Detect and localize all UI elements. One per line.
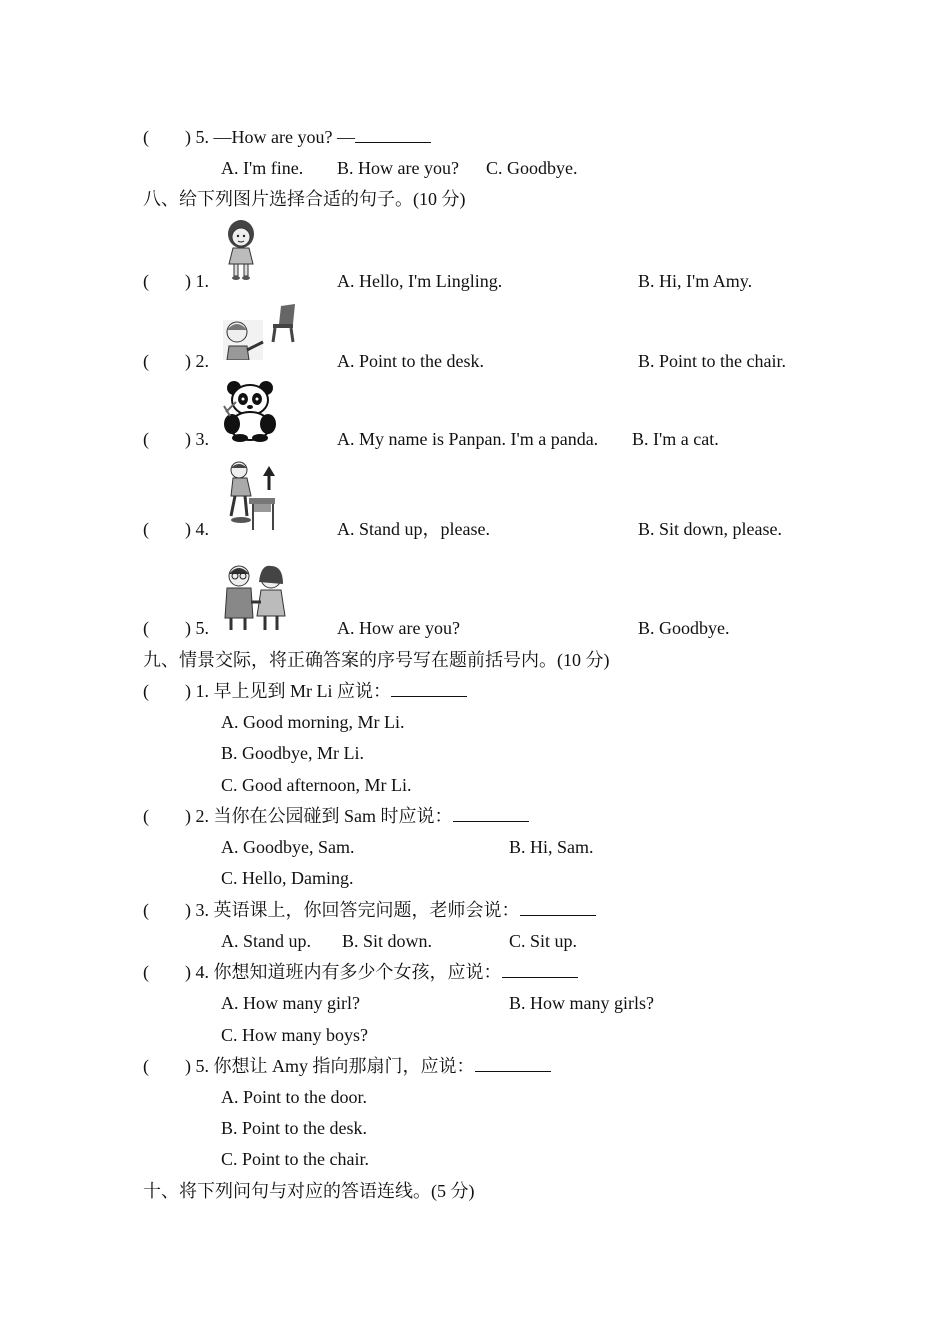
- question-number: ( ) 1.: [143, 681, 214, 701]
- question-stem: —How are you? —: [213, 127, 355, 147]
- option-a: A. Stand up，please.: [337, 519, 490, 539]
- question-stem: 当你在公园碰到 Sam 时应说：: [213, 806, 453, 826]
- item-number: ( ) 4.: [143, 519, 209, 539]
- question-number: ( ) 2.: [143, 806, 214, 826]
- item-number: ( ) 2.: [143, 351, 209, 371]
- answer-blank[interactable]: [520, 899, 596, 916]
- option-b: B. Point to the chair.: [638, 351, 786, 371]
- option-a: A. How are you?: [337, 618, 460, 638]
- panda-icon: [222, 380, 280, 442]
- option-a: A. My name is Panpan. I'm a panda.: [337, 429, 599, 449]
- question-number: ( ) 5.: [143, 1056, 214, 1076]
- option-a: A. How many girl?: [221, 993, 360, 1013]
- question-row: [143, 805, 529, 827]
- option-c: C. Point to the chair.: [221, 1149, 369, 1169]
- option-c: C. Hello, Daming.: [221, 868, 354, 888]
- question-row: [143, 961, 578, 983]
- option-c: C. Good afternoon, Mr Li.: [221, 775, 412, 795]
- girl-icon: [221, 218, 263, 282]
- question-stem: 你想让 Amy 指向那扇门，应说：: [213, 1056, 475, 1076]
- answer-blank[interactable]: [453, 805, 529, 822]
- boy-pointing-chair-icon: [223, 302, 299, 360]
- answer-blank[interactable]: [475, 1055, 551, 1072]
- option-b: B. Goodbye, Mr Li.: [221, 743, 364, 763]
- answer-blank[interactable]: [355, 126, 431, 143]
- section-9-title: 九、情景交际，将正确答案的序号写在题前括号内。(10 分): [143, 650, 610, 670]
- option-a: A. Point to the desk.: [337, 351, 484, 371]
- option-c: C. How many boys?: [221, 1025, 368, 1045]
- section-10-title: 十、将下列问句与对应的答语连线。(5 分): [143, 1181, 475, 1201]
- item-number: ( ) 3.: [143, 429, 209, 449]
- two-people-greeting-icon: [221, 562, 291, 632]
- option-b: B. Goodbye.: [638, 618, 730, 638]
- option-b: B. I'm a cat.: [632, 429, 719, 449]
- option-a: A. Hello, I'm Lingling.: [337, 271, 503, 291]
- option-a: A. Good morning, Mr Li.: [221, 712, 405, 732]
- option-b: B. Hi, Sam.: [509, 837, 594, 857]
- option-b: B. Sit down.: [342, 931, 433, 951]
- item-number: ( ) 5.: [143, 618, 209, 638]
- option-a: A. Goodbye, Sam.: [221, 837, 355, 857]
- option-b: B. Sit down, please.: [638, 519, 782, 539]
- question-row: [143, 126, 431, 148]
- question-row: [143, 1055, 551, 1077]
- question-row: [143, 680, 467, 702]
- girl-standing-up-icon: [223, 460, 283, 532]
- option-a: A. Point to the door.: [221, 1087, 368, 1107]
- question-number: ( ) 3.: [143, 900, 214, 920]
- answer-blank[interactable]: [391, 680, 467, 697]
- question-row: [143, 899, 596, 921]
- option-b: B. How many girls?: [509, 993, 654, 1013]
- question-number: ( ) 4.: [143, 962, 214, 982]
- question-number: ( ) 5.: [143, 127, 214, 147]
- option-c: C. Goodbye.: [486, 158, 578, 178]
- item-number: ( ) 1.: [143, 271, 209, 291]
- question-stem: 英语课上，你回答完问题，老师会说：: [213, 900, 520, 920]
- option-b: B. Hi, I'm Amy.: [638, 271, 753, 291]
- question-stem: 你想知道班内有多少个女孩，应说：: [213, 962, 502, 982]
- option-b: B. How are you?: [337, 158, 459, 178]
- option-b: B. Point to the desk.: [221, 1118, 368, 1138]
- option-a: A. Stand up.: [221, 931, 311, 951]
- question-stem: 早上见到 Mr Li 应说：: [213, 681, 391, 701]
- option-a: A. I'm fine.: [221, 158, 304, 178]
- answer-blank[interactable]: [502, 961, 578, 978]
- option-c: C. Sit up.: [509, 931, 578, 951]
- section-8-title: 八、给下列图片选择合适的句子。(10 分): [143, 189, 466, 209]
